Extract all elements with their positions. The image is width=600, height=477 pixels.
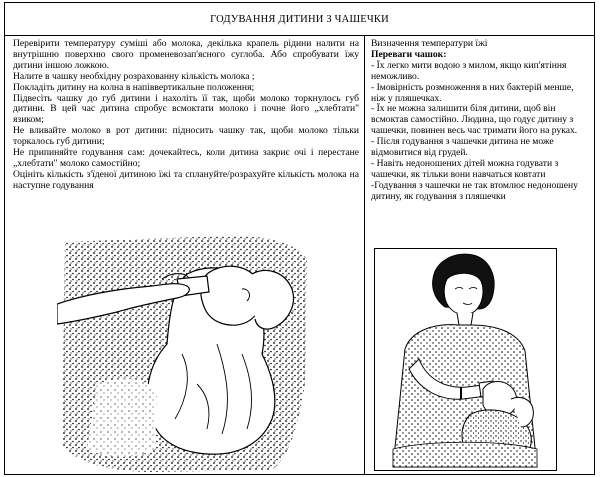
procedure-step: Підвесіть чашку до губ дитини і нахоліть її так, щоби молоко торкнулось губ дитини. В цей час дитина спробує всмоктати молоко і почне його „хлебтати" язиком; bbox=[13, 92, 359, 126]
infant-cup-feeding-closeup-svg bbox=[57, 234, 312, 474]
temperature-note: Визначення температури їжі bbox=[371, 38, 488, 49]
mother-cup-feeding-infant-svg bbox=[375, 249, 556, 470]
procedure-step: Налите в чашку необхідну розрахованну кількість молока ; bbox=[13, 70, 255, 82]
title-cell bbox=[5, 3, 594, 36]
advantage-item: - Імовірність розмноження в них бактерій менше, ніж у пляшечках. bbox=[371, 81, 574, 104]
infant-cup-feeding-closeup-illustration bbox=[57, 234, 312, 474]
advantage-item: - Після годування з чашечки дитина не може відмовитися від грудей. bbox=[371, 136, 554, 159]
advantage-item: - Їх не можна залишити біля дитини, щоб він всмоктав самостійно. Людина, що годує дитину з чашечки, повинен весь час тримати його на руках. bbox=[371, 103, 578, 137]
procedure-steps bbox=[5, 36, 364, 192]
document-table bbox=[4, 2, 595, 475]
advantage-item: -Годування з чашечки не так втомлює недоношену дитину, як годування з пляшечки bbox=[371, 179, 578, 202]
advantage-item: - Їх легко мити водою з милом, якщо кип'ятіння неможливо. bbox=[371, 59, 567, 82]
procedure-cell bbox=[5, 36, 365, 474]
mother-cup-feeding-infant-illustration bbox=[374, 248, 557, 471]
advantages-heading: Переваги чашок: bbox=[371, 48, 447, 60]
procedure-step: Перевірити температуру суміші або молока, декілька крапель рідини налити на внутрішню поверхню свого променевозап'ясного суглоба. Або спробувати їжу дитини іншою ложкою. bbox=[13, 38, 359, 71]
procedure-step: Покладіть дитину на колна в напіввертикальне положення; bbox=[13, 81, 255, 93]
document-title: ГОДУВАННЯ ДИТИНИ З ЧАШЕЧКИ bbox=[210, 13, 389, 25]
procedure-step: Не припиняйте годування сам: дочекайтесь, коли дитина закриє очі і перестане „хлебтати" молоко самостійно; bbox=[13, 147, 359, 169]
procedure-step: Оцініть кількість з'їденої дитиною їжі та сплануйте/розрахуйте кількість молока на наступне годування bbox=[13, 168, 359, 191]
procedure-step: Не вливайте молоко в рот дитини: підносить чашку так, щоби молоко тільки торкалось губ дитини; bbox=[13, 125, 359, 148]
advantages-cell bbox=[365, 36, 594, 474]
advantage-item: - Навіть недоношених дітей можна годувати з чашечки, як тільки вони навчаться ковтати bbox=[371, 157, 559, 180]
advantages-list bbox=[365, 61, 594, 203]
